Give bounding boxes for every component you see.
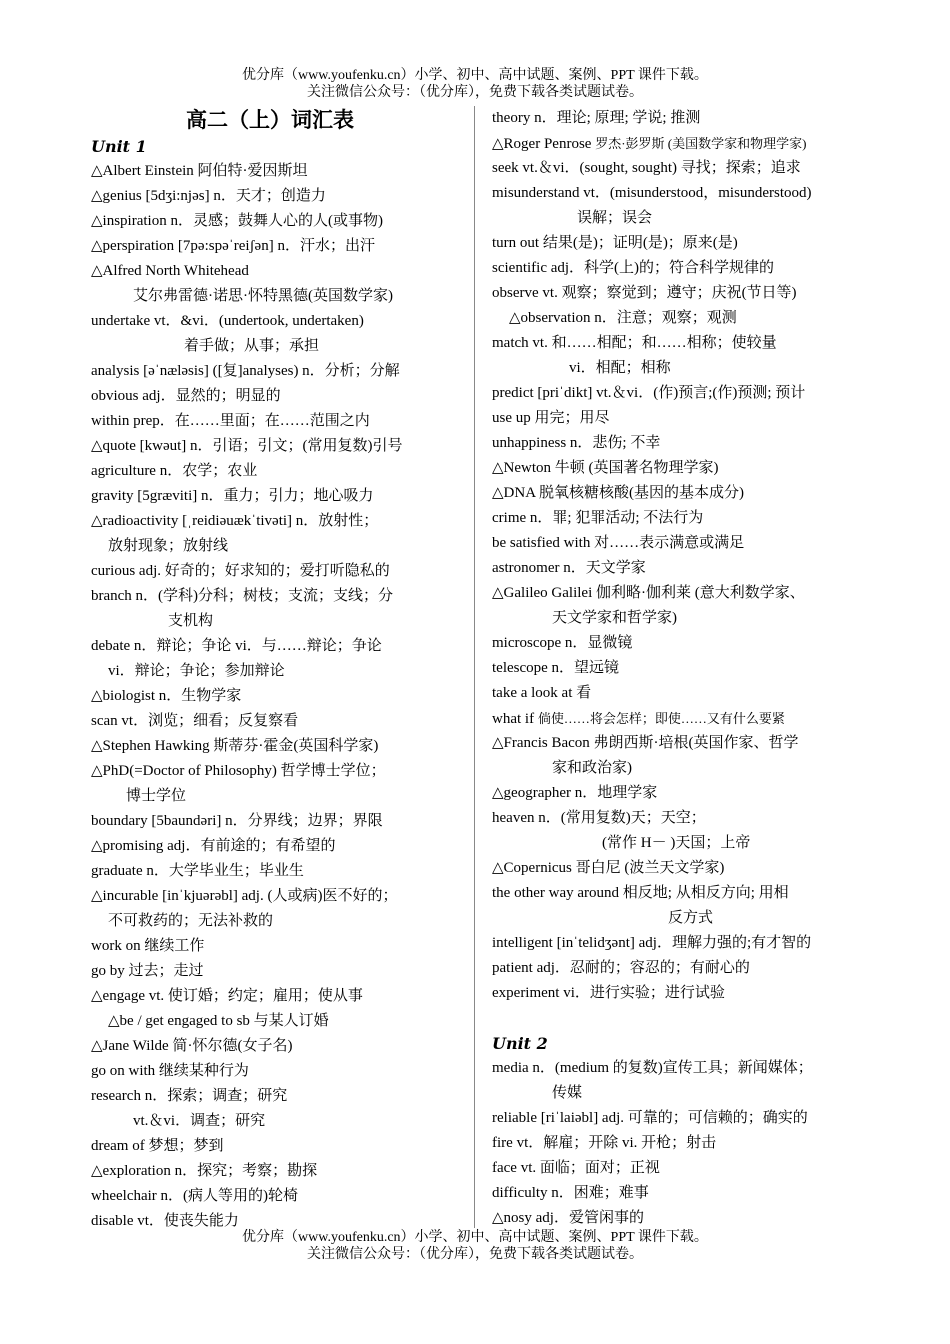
vocab-entry: boundary [5baundəri] n．分界线；边界；界限 — [91, 813, 383, 829]
vocab-entry: agriculture n．农学；农业 — [91, 463, 258, 479]
vocab-entry-cont: 家和政治家) — [552, 760, 632, 776]
vocab-entry: fire vt．解雇；开除 vi. 开枪；射击 — [492, 1135, 717, 1151]
vocab-entry-cont: 不可救药的；无法补救的 — [108, 913, 274, 929]
vocab-entry: gravity [5græviti] n．重力；引力；地心吸力 — [91, 488, 374, 504]
vocab-entry: match vt. 和……相配；和……相称；使较量 — [492, 335, 777, 351]
vocab-entry: debate n．辩论；争论 vi．与……辩论；争论 — [91, 638, 382, 654]
vocab-entry: △geographer n．地理学家 — [492, 785, 658, 801]
vocab-term: what if — [492, 711, 538, 727]
vocab-entry: research n．探索；调查；研究 — [91, 1088, 288, 1104]
right-column — [492, 106, 862, 1231]
vocab-entry-cont: vt.＆vi．调查；研究 — [133, 1113, 266, 1129]
vocab-entry: telescope n．望远镜 — [492, 660, 620, 676]
vocab-entry: experiment vi．进行实验；进行试验 — [492, 985, 725, 1001]
vocab-entry: △Francis Bacon 弗朗西斯·培根(英国作家、哲学 — [492, 735, 799, 751]
unit-heading: Unit 1 — [91, 137, 147, 156]
vocab-entry — [492, 131, 862, 156]
vocab-entry: △exploration n．探究；考察；勘探 — [91, 1163, 318, 1179]
page-title: 高二（上）词汇表 — [186, 108, 354, 132]
vocab-term: △Roger Penrose — [492, 136, 596, 152]
vocab-entry: microscope n．显微镜 — [492, 635, 633, 651]
vocab-entry: △incurable [inˈkjuərəbl] adj. (人或病)医不好的； — [91, 888, 398, 904]
vocab-entry: △observation n．注意；观察；观测 — [509, 310, 737, 326]
vocab-entry: reliable [riˈlaiəbl] adj. 可靠的；可信赖的；确实的 — [492, 1110, 808, 1126]
header-banner — [0, 67, 950, 101]
vocab-entry: △Galileo Galilei 伽利略·伽利莱 (意大利数学家、 — [492, 585, 805, 601]
vocab-entry: be satisfied with 对……表示满意或满足 — [492, 535, 745, 551]
vocab-entry: seek vt.＆vi．(sought, sought) 寻找；探索；追求 — [492, 160, 801, 176]
vocab-entry: △Stephen Hawking 斯蒂芬·霍金(英国科学家) — [91, 738, 379, 754]
vocab-entry: take a look at 看 — [492, 685, 592, 701]
vocab-entry: disable vt．使丧失能力 — [91, 1213, 239, 1229]
vocab-entry: △Jane Wilde 简·怀尔德(女子名) — [91, 1038, 293, 1054]
vocab-entry-cont: vi．辩论；争论；参加辩论 — [108, 663, 285, 679]
vocab-entry: △PhD(=Doctor of Philosophy) 哲学博士学位； — [91, 763, 386, 779]
vocab-entry: theory n．理论; 原理; 学说; 推测 — [492, 110, 701, 126]
vocab-entry: intelligent [inˈtelidʒənt] adj．理解力强的;有才智的 — [492, 935, 812, 951]
vocab-entry: face vt. 面临；面对；正视 — [492, 1160, 660, 1176]
left-column — [91, 106, 451, 1234]
vocab-entry-cont: 天文学家和哲学家) — [552, 610, 677, 626]
vocab-gloss: 罗杰·彭罗斯 (美国数学家和物理学家) — [595, 136, 807, 151]
vocab-entry: scan vt．浏览；细看；反复察看 — [91, 713, 299, 729]
vocab-entry-cont: 传媒 — [552, 1085, 583, 1101]
vocab-entry: △Albert Einstein 阿伯特·爱因斯坦 — [91, 163, 308, 179]
vocab-entry: predict [priˈdikt] vt.＆vi．(作)预言;(作)预测; 预计 — [492, 385, 806, 401]
footer-banner — [0, 1229, 950, 1263]
vocab-entry-cont: (常作 H－ )天国；上帝 — [602, 835, 751, 851]
vocab-entry-cont: 反方式 — [668, 910, 714, 926]
vocab-entry: △DNA 脱氧核糖核酸(基因的基本成分) — [492, 485, 744, 501]
vocab-entry-cont: 艾尔弗雷德·诺思·怀特黑德(英国数学家) — [133, 288, 393, 304]
vocab-entry: unhappiness n．悲伤; 不幸 — [492, 435, 661, 451]
banner-line-2: 关注微信公众号：（优分库），免费下载各类试题试卷。 — [307, 85, 643, 100]
spacer — [492, 1006, 862, 1031]
vocab-entry: astronomer n．天文学家 — [492, 560, 646, 576]
column-divider — [474, 106, 475, 1228]
vocab-entry: graduate n．大学毕业生；毕业生 — [91, 863, 304, 879]
vocab-entry: dream of 梦想；梦到 — [91, 1138, 224, 1154]
vocab-entry: misunderstand vt．(misunderstood，misunderstood) — [492, 185, 812, 201]
vocab-entry-cont: 误解；误会 — [577, 210, 653, 226]
vocab-entry-cont: 支机构 — [168, 613, 214, 629]
vocab-entry — [492, 706, 862, 731]
vocab-gloss: 倘使……将会怎样；即使……又有什么要紧 — [537, 711, 785, 726]
vocab-entry: △quote [kwəut] n．引语；引文；(常用复数)引号 — [91, 438, 403, 454]
vocab-entry: observe vt. 观察；察觉到；遵守；庆祝(节日等) — [492, 285, 797, 301]
vocab-entry: △nosy adj．爱管闲事的 — [492, 1210, 644, 1226]
vocab-entry: △Copernicus 哥白尼 (波兰天文学家) — [492, 860, 725, 876]
vocab-entry-cont: vi．相配；相称 — [569, 360, 671, 376]
vocab-entry-cont: 放射现象；放射线 — [108, 538, 229, 554]
vocab-entry: △biologist n．生物学家 — [91, 688, 242, 704]
banner-line-2: 关注微信公众号：（优分库），免费下载各类试题试卷。 — [307, 1247, 643, 1262]
banner-line-1: 优分库（www.youfenku.cn）小学、初中、高中试题、案例、PPT 课件下载。 — [242, 1230, 708, 1245]
unit-heading: Unit 2 — [492, 1034, 548, 1053]
vocab-entry: △perspiration [7pə:spəˈreiʃən] n．汗水；出汗 — [91, 238, 375, 254]
vocab-entry: △Newton 牛顿 (英国著名物理学家) — [492, 460, 719, 476]
vocab-entry: analysis [əˈnæləsis] ([复]analyses) n．分析；分解 — [91, 363, 400, 379]
vocab-entry: △Alfred North Whitehead — [91, 263, 249, 279]
vocab-entry: △radioactivity [ˌreidiəuækˈtivəti] n．放射性； — [91, 513, 379, 529]
vocab-entry: use up 用完；用尽 — [492, 410, 610, 426]
vocab-entry: the other way around 相反地; 从相反方向; 用相 — [492, 885, 789, 901]
vocab-entry: work on 继续工作 — [91, 938, 205, 954]
vocab-entry: media n．(medium 的复数)宣传工具；新闻媒体； — [492, 1060, 813, 1076]
vocab-entry-cont: △be / get engaged to sb 与某人订婚 — [108, 1013, 329, 1029]
vocab-entry: obvious adj．显然的；明显的 — [91, 388, 281, 404]
vocab-entry: within prep．在……里面；在……范围之内 — [91, 413, 370, 429]
vocab-entry: △engage vt. 使订婚；约定；雇用；使从事 — [91, 988, 363, 1004]
banner-line-1: 优分库（www.youfenku.cn）小学、初中、高中试题、案例、PPT 课件下载。 — [242, 68, 708, 83]
vocab-entry: branch n．(学科)分科；树枝；支流；支线；分 — [91, 588, 394, 604]
vocab-entry-cont: 着手做；从事；承担 — [184, 338, 320, 354]
vocab-entry: wheelchair n．(病人等用的)轮椅 — [91, 1188, 299, 1204]
vocab-entry: △genius [5dʒi:njəs] n．天才；创造力 — [91, 188, 326, 204]
vocab-entry: heaven n．(常用复数)天；天空； — [492, 810, 706, 826]
vocab-entry: undertake vt．&vi．(undertook, undertaken) — [91, 313, 364, 329]
vocab-entry: △inspiration n．灵感；鼓舞人心的人(或事物) — [91, 213, 383, 229]
vocab-entry: △promising adj．有前途的；有希望的 — [91, 838, 336, 854]
vocab-entry: difficulty n．困难；难事 — [492, 1185, 649, 1201]
vocab-entry: curious adj. 好奇的；好求知的；爱打听隐私的 — [91, 563, 390, 579]
vocab-entry: crime n．罪; 犯罪活动; 不法行为 — [492, 510, 704, 526]
vocab-entry: scientific adj．科学(上)的；符合科学规律的 — [492, 260, 775, 276]
vocab-entry-cont: 博士学位 — [126, 788, 187, 804]
vocab-entry: go on with 继续某种行为 — [91, 1063, 249, 1079]
vocab-entry: patient adj．忍耐的；容忍的；有耐心的 — [492, 960, 750, 976]
vocab-entry: go by 过去；走过 — [91, 963, 204, 979]
vocab-entry: turn out 结果(是)；证明(是)；原来(是) — [492, 235, 738, 251]
